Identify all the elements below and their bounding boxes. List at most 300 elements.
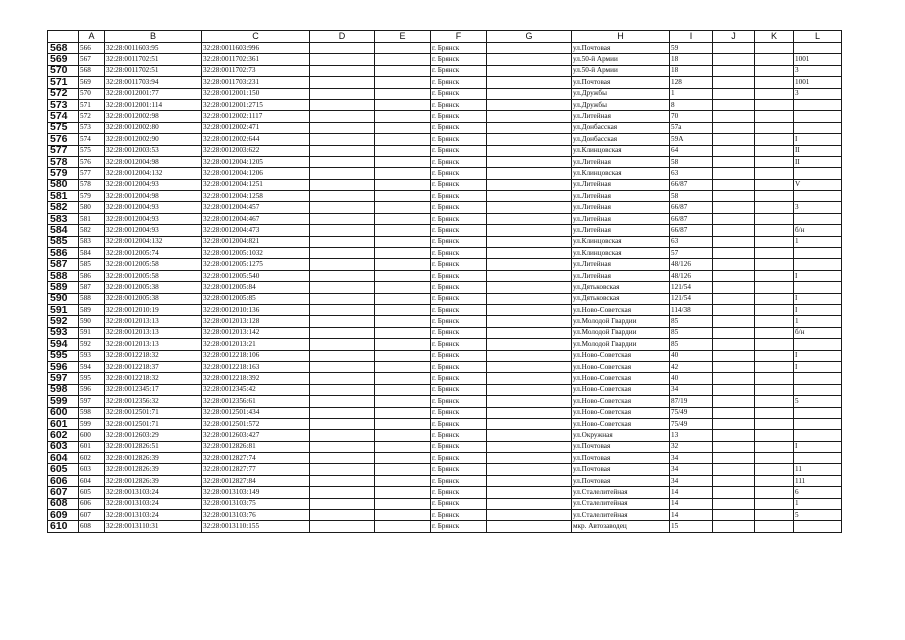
cell-col-b[interactable]: 32:28:0012002:90 bbox=[105, 134, 202, 145]
cell-col-i[interactable]: 64 bbox=[670, 145, 713, 156]
cell-col-j[interactable] bbox=[713, 510, 755, 521]
cell-col-f[interactable]: г. Брянск bbox=[431, 145, 487, 156]
cell-col-g[interactable] bbox=[487, 134, 572, 145]
cell-col-a[interactable]: 575 bbox=[79, 145, 105, 156]
cell-col-g[interactable] bbox=[487, 407, 572, 418]
cell-col-g[interactable] bbox=[487, 43, 572, 54]
cell-col-i[interactable]: 75/49 bbox=[670, 407, 713, 418]
cell-col-j[interactable] bbox=[713, 282, 755, 293]
cell-col-h[interactable]: ул.Клинцовская bbox=[572, 236, 670, 247]
cell-col-g[interactable] bbox=[487, 270, 572, 281]
cell-col-a[interactable]: 608 bbox=[79, 521, 105, 532]
cell-col-h[interactable]: ул.Литейная bbox=[572, 270, 670, 281]
cell-col-l[interactable]: II bbox=[794, 156, 842, 167]
cell-col-j[interactable] bbox=[713, 54, 755, 65]
cell-col-e[interactable] bbox=[375, 225, 431, 236]
cell-col-l[interactable]: б/н bbox=[794, 225, 842, 236]
cell-col-f[interactable]: г. Брянск bbox=[431, 521, 487, 532]
cell-col-k[interactable] bbox=[755, 259, 794, 270]
cell-col-h[interactable]: ул.Почтовая bbox=[572, 77, 670, 88]
cell-col-i[interactable]: 85 bbox=[670, 339, 713, 350]
cell-col-l[interactable]: 5 bbox=[794, 510, 842, 521]
cell-col-k[interactable] bbox=[755, 418, 794, 429]
cell-col-h[interactable]: ул.Литейная bbox=[572, 202, 670, 213]
cell-col-k[interactable] bbox=[755, 191, 794, 202]
cell-col-d[interactable] bbox=[310, 384, 375, 395]
cell-col-d[interactable] bbox=[310, 293, 375, 304]
cell-col-i[interactable]: 34 bbox=[670, 384, 713, 395]
cell-col-d[interactable] bbox=[310, 122, 375, 133]
cell-col-d[interactable] bbox=[310, 441, 375, 452]
cell-col-h[interactable]: ул.Молодой Гвардии bbox=[572, 339, 670, 350]
cell-col-c[interactable]: 32:28:0012004:1206 bbox=[202, 168, 310, 179]
cell-col-g[interactable] bbox=[487, 361, 572, 372]
cell-col-b[interactable]: 32:28:0012003:53 bbox=[105, 145, 202, 156]
cell-col-h[interactable]: ул.Сталелитейная bbox=[572, 498, 670, 509]
cell-col-c[interactable]: 32:28:0013110:155 bbox=[202, 521, 310, 532]
cell-col-a[interactable]: 599 bbox=[79, 418, 105, 429]
cell-col-a[interactable]: 597 bbox=[79, 396, 105, 407]
cell-col-j[interactable] bbox=[713, 77, 755, 88]
cell-col-b[interactable]: 32:28:0012603:29 bbox=[105, 430, 202, 441]
cell-col-c[interactable]: 32:28:0013103:76 bbox=[202, 510, 310, 521]
cell-col-k[interactable] bbox=[755, 430, 794, 441]
cell-col-f[interactable]: г. Брянск bbox=[431, 179, 487, 190]
cell-col-b[interactable]: 32:28:0012004:93 bbox=[105, 225, 202, 236]
cell-col-j[interactable] bbox=[713, 43, 755, 54]
cell-col-c[interactable]: 32:28:0012827:84 bbox=[202, 475, 310, 486]
cell-col-h[interactable]: ул.Ново-Советская bbox=[572, 361, 670, 372]
cell-col-d[interactable] bbox=[310, 373, 375, 384]
cell-col-b[interactable]: 32:28:0011702:51 bbox=[105, 65, 202, 76]
cell-col-d[interactable] bbox=[310, 304, 375, 315]
cell-col-l[interactable]: 5 bbox=[794, 396, 842, 407]
cell-col-b[interactable]: 32:28:0012002:98 bbox=[105, 111, 202, 122]
cell-col-l[interactable] bbox=[794, 111, 842, 122]
cell-col-d[interactable] bbox=[310, 236, 375, 247]
cell-col-i[interactable]: 40 bbox=[670, 350, 713, 361]
cell-col-e[interactable] bbox=[375, 111, 431, 122]
cell-col-g[interactable] bbox=[487, 384, 572, 395]
cell-col-h[interactable]: мкр. Автозаводец bbox=[572, 521, 670, 532]
cell-col-c[interactable]: 32:28:0012004:821 bbox=[202, 236, 310, 247]
cell-col-g[interactable] bbox=[487, 236, 572, 247]
cell-col-g[interactable] bbox=[487, 373, 572, 384]
cell-col-e[interactable] bbox=[375, 202, 431, 213]
cell-col-g[interactable] bbox=[487, 77, 572, 88]
cell-col-a[interactable]: 606 bbox=[79, 498, 105, 509]
cell-col-d[interactable] bbox=[310, 191, 375, 202]
cell-col-a[interactable]: 576 bbox=[79, 156, 105, 167]
cell-col-a[interactable]: 594 bbox=[79, 361, 105, 372]
column-header-b[interactable]: B bbox=[105, 31, 202, 43]
cell-col-e[interactable] bbox=[375, 327, 431, 338]
cell-col-b[interactable]: 32:28:0012001:77 bbox=[105, 88, 202, 99]
cell-col-i[interactable]: 85 bbox=[670, 316, 713, 327]
cell-col-g[interactable] bbox=[487, 487, 572, 498]
cell-col-l[interactable] bbox=[794, 259, 842, 270]
cell-col-j[interactable] bbox=[713, 99, 755, 110]
cell-col-l[interactable] bbox=[794, 99, 842, 110]
cell-col-c[interactable]: 32:28:0012501:572 bbox=[202, 418, 310, 429]
cell-col-l[interactable] bbox=[794, 430, 842, 441]
cell-col-e[interactable] bbox=[375, 54, 431, 65]
cell-col-i[interactable]: 40 bbox=[670, 373, 713, 384]
cell-col-l[interactable]: II bbox=[794, 145, 842, 156]
cell-col-a[interactable]: 605 bbox=[79, 487, 105, 498]
cell-col-b[interactable]: 32:28:0012005:58 bbox=[105, 270, 202, 281]
cell-col-e[interactable] bbox=[375, 361, 431, 372]
cell-col-k[interactable] bbox=[755, 270, 794, 281]
cell-col-e[interactable] bbox=[375, 88, 431, 99]
cell-col-g[interactable] bbox=[487, 339, 572, 350]
cell-col-f[interactable]: г. Брянск bbox=[431, 134, 487, 145]
cell-col-b[interactable]: 32:28:0012345:17 bbox=[105, 384, 202, 395]
cell-col-f[interactable]: г. Брянск bbox=[431, 122, 487, 133]
cell-col-k[interactable] bbox=[755, 43, 794, 54]
cell-col-h[interactable]: ул.Дятьковская bbox=[572, 282, 670, 293]
cell-col-l[interactable]: 1 bbox=[794, 316, 842, 327]
cell-col-b[interactable]: 32:28:0013103:24 bbox=[105, 498, 202, 509]
cell-col-k[interactable] bbox=[755, 304, 794, 315]
cell-col-l[interactable]: 3 bbox=[794, 65, 842, 76]
cell-col-b[interactable]: 32:28:0012002:80 bbox=[105, 122, 202, 133]
cell-col-c[interactable]: 32:28:0012002:644 bbox=[202, 134, 310, 145]
cell-col-j[interactable] bbox=[713, 339, 755, 350]
cell-col-l[interactable]: 3 bbox=[794, 202, 842, 213]
cell-col-d[interactable] bbox=[310, 418, 375, 429]
cell-col-f[interactable]: г. Брянск bbox=[431, 236, 487, 247]
cell-col-e[interactable] bbox=[375, 293, 431, 304]
cell-col-i[interactable]: 15 bbox=[670, 521, 713, 532]
cell-col-f[interactable]: г. Брянск bbox=[431, 510, 487, 521]
cell-col-i[interactable]: 48/126 bbox=[670, 270, 713, 281]
cell-col-f[interactable]: г. Брянск bbox=[431, 418, 487, 429]
cell-col-e[interactable] bbox=[375, 282, 431, 293]
cell-col-e[interactable] bbox=[375, 396, 431, 407]
cell-col-b[interactable]: 32:28:0013103:24 bbox=[105, 510, 202, 521]
cell-col-g[interactable] bbox=[487, 202, 572, 213]
cell-col-h[interactable]: ул.Литейная bbox=[572, 179, 670, 190]
cell-col-l[interactable] bbox=[794, 248, 842, 259]
cell-col-e[interactable] bbox=[375, 464, 431, 475]
cell-col-c[interactable]: 32:28:0012005:1275 bbox=[202, 259, 310, 270]
cell-col-l[interactable]: I bbox=[794, 304, 842, 315]
cell-col-a[interactable]: 604 bbox=[79, 475, 105, 486]
cell-col-k[interactable] bbox=[755, 202, 794, 213]
cell-col-a[interactable]: 569 bbox=[79, 77, 105, 88]
cell-col-l[interactable] bbox=[794, 384, 842, 395]
cell-col-f[interactable]: г. Брянск bbox=[431, 156, 487, 167]
cell-col-c[interactable]: 32:28:0012004:1251 bbox=[202, 179, 310, 190]
cell-col-e[interactable] bbox=[375, 339, 431, 350]
cell-col-c[interactable]: 32:28:0012013:142 bbox=[202, 327, 310, 338]
cell-col-c[interactable]: 32:28:0012826:81 bbox=[202, 441, 310, 452]
cell-col-j[interactable] bbox=[713, 145, 755, 156]
cell-col-a[interactable]: 582 bbox=[79, 225, 105, 236]
cell-col-f[interactable]: г. Брянск bbox=[431, 168, 487, 179]
cell-col-i[interactable]: 75/49 bbox=[670, 418, 713, 429]
cell-col-c[interactable]: 32:28:0012005:1032 bbox=[202, 248, 310, 259]
cell-col-h[interactable]: ул.Донбасская bbox=[572, 122, 670, 133]
cell-col-a[interactable]: 568 bbox=[79, 65, 105, 76]
cell-col-d[interactable] bbox=[310, 88, 375, 99]
cell-col-d[interactable] bbox=[310, 282, 375, 293]
cell-col-c[interactable]: 32:28:0012356:61 bbox=[202, 396, 310, 407]
cell-col-f[interactable]: г. Брянск bbox=[431, 225, 487, 236]
cell-col-h[interactable]: ул.50-й Армии bbox=[572, 65, 670, 76]
cell-col-i[interactable]: 121/54 bbox=[670, 293, 713, 304]
cell-col-b[interactable]: 32:28:0013110:31 bbox=[105, 521, 202, 532]
cell-col-k[interactable] bbox=[755, 236, 794, 247]
cell-col-j[interactable] bbox=[713, 350, 755, 361]
cell-col-h[interactable]: ул.Литейная bbox=[572, 225, 670, 236]
cell-col-h[interactable]: ул.Почтовая bbox=[572, 441, 670, 452]
cell-col-g[interactable] bbox=[487, 498, 572, 509]
cell-col-i[interactable]: 70 bbox=[670, 111, 713, 122]
cell-col-i[interactable]: 14 bbox=[670, 487, 713, 498]
cell-col-c[interactable]: 32:28:0013103:75 bbox=[202, 498, 310, 509]
cell-col-c[interactable]: 32:28:0012827:74 bbox=[202, 453, 310, 464]
cell-col-g[interactable] bbox=[487, 65, 572, 76]
cell-col-f[interactable]: г. Брянск bbox=[431, 213, 487, 224]
cell-col-i[interactable]: 66/87 bbox=[670, 179, 713, 190]
cell-col-g[interactable] bbox=[487, 430, 572, 441]
cell-col-a[interactable]: 598 bbox=[79, 407, 105, 418]
cell-col-a[interactable]: 566 bbox=[79, 43, 105, 54]
cell-col-c[interactable]: 32:28:0012004:473 bbox=[202, 225, 310, 236]
cell-col-d[interactable] bbox=[310, 430, 375, 441]
cell-col-b[interactable]: 32:28:0012005:58 bbox=[105, 259, 202, 270]
cell-col-h[interactable]: ул.Почтовая bbox=[572, 43, 670, 54]
cell-col-e[interactable] bbox=[375, 43, 431, 54]
cell-col-i[interactable]: 121/54 bbox=[670, 282, 713, 293]
cell-col-f[interactable]: г. Брянск bbox=[431, 350, 487, 361]
cell-col-d[interactable] bbox=[310, 510, 375, 521]
cell-col-b[interactable]: 32:28:0012005:38 bbox=[105, 282, 202, 293]
cell-col-l[interactable] bbox=[794, 282, 842, 293]
cell-col-c[interactable]: 32:28:0012013:128 bbox=[202, 316, 310, 327]
cell-col-h[interactable]: ул.Донбасская bbox=[572, 134, 670, 145]
cell-col-k[interactable] bbox=[755, 99, 794, 110]
cell-col-j[interactable] bbox=[713, 464, 755, 475]
cell-col-e[interactable] bbox=[375, 99, 431, 110]
column-header-l[interactable]: L bbox=[794, 31, 842, 43]
cell-col-g[interactable] bbox=[487, 111, 572, 122]
cell-col-g[interactable] bbox=[487, 225, 572, 236]
cell-col-f[interactable]: г. Брянск bbox=[431, 99, 487, 110]
cell-col-j[interactable] bbox=[713, 88, 755, 99]
cell-col-i[interactable]: 32 bbox=[670, 441, 713, 452]
column-header-e[interactable]: E bbox=[375, 31, 431, 43]
cell-col-a[interactable]: 587 bbox=[79, 282, 105, 293]
cell-col-e[interactable] bbox=[375, 487, 431, 498]
cell-col-l[interactable]: I bbox=[794, 270, 842, 281]
cell-col-g[interactable] bbox=[487, 213, 572, 224]
cell-col-l[interactable]: 111 bbox=[794, 475, 842, 486]
column-header-h[interactable]: H bbox=[572, 31, 670, 43]
cell-col-g[interactable] bbox=[487, 521, 572, 532]
cell-col-c[interactable]: 32:28:0011702:73 bbox=[202, 65, 310, 76]
cell-col-b[interactable]: 32:28:0012001:114 bbox=[105, 99, 202, 110]
cell-col-b[interactable]: 32:28:0011703:94 bbox=[105, 77, 202, 88]
cell-col-i[interactable]: 128 bbox=[670, 77, 713, 88]
cell-col-k[interactable] bbox=[755, 339, 794, 350]
cell-col-e[interactable] bbox=[375, 259, 431, 270]
cell-col-a[interactable]: 603 bbox=[79, 464, 105, 475]
cell-col-a[interactable]: 584 bbox=[79, 248, 105, 259]
cell-col-k[interactable] bbox=[755, 316, 794, 327]
cell-col-i[interactable]: 18 bbox=[670, 65, 713, 76]
cell-col-g[interactable] bbox=[487, 453, 572, 464]
cell-col-i[interactable]: 1 bbox=[670, 88, 713, 99]
cell-col-l[interactable]: 1 bbox=[794, 498, 842, 509]
cell-col-b[interactable]: 32:28:0011603:95 bbox=[105, 43, 202, 54]
cell-col-g[interactable] bbox=[487, 179, 572, 190]
cell-col-f[interactable]: г. Брянск bbox=[431, 430, 487, 441]
cell-col-c[interactable]: 32:28:0012218:106 bbox=[202, 350, 310, 361]
cell-col-j[interactable] bbox=[713, 498, 755, 509]
cell-col-j[interactable] bbox=[713, 202, 755, 213]
cell-col-d[interactable] bbox=[310, 225, 375, 236]
cell-col-h[interactable]: ул.50-й Армии bbox=[572, 54, 670, 65]
cell-col-k[interactable] bbox=[755, 487, 794, 498]
cell-col-f[interactable]: г. Брянск bbox=[431, 111, 487, 122]
cell-col-d[interactable] bbox=[310, 179, 375, 190]
cell-col-c[interactable]: 32:28:0012002:1117 bbox=[202, 111, 310, 122]
cell-col-b[interactable]: 32:28:0012004:132 bbox=[105, 236, 202, 247]
cell-col-e[interactable] bbox=[375, 213, 431, 224]
cell-col-a[interactable]: 600 bbox=[79, 430, 105, 441]
cell-col-a[interactable]: 596 bbox=[79, 384, 105, 395]
cell-col-g[interactable] bbox=[487, 99, 572, 110]
cell-col-b[interactable]: 32:28:0012004:98 bbox=[105, 156, 202, 167]
cell-col-d[interactable] bbox=[310, 202, 375, 213]
cell-col-i[interactable]: 57а bbox=[670, 122, 713, 133]
cell-col-d[interactable] bbox=[310, 521, 375, 532]
cell-col-k[interactable] bbox=[755, 441, 794, 452]
cell-col-j[interactable] bbox=[713, 327, 755, 338]
cell-col-k[interactable] bbox=[755, 179, 794, 190]
cell-col-f[interactable]: г. Брянск bbox=[431, 464, 487, 475]
cell-col-i[interactable]: 18 bbox=[670, 54, 713, 65]
cell-col-h[interactable]: ул.Почтовая bbox=[572, 464, 670, 475]
cell-col-h[interactable]: ул.Ново-Советская bbox=[572, 384, 670, 395]
cell-col-a[interactable]: 590 bbox=[79, 316, 105, 327]
cell-col-k[interactable] bbox=[755, 88, 794, 99]
cell-col-f[interactable]: г. Брянск bbox=[431, 282, 487, 293]
cell-col-l[interactable]: I bbox=[794, 350, 842, 361]
cell-col-b[interactable]: 32:28:0012826:39 bbox=[105, 464, 202, 475]
cell-col-a[interactable]: 573 bbox=[79, 122, 105, 133]
cell-col-a[interactable]: 607 bbox=[79, 510, 105, 521]
cell-col-l[interactable]: б/н bbox=[794, 327, 842, 338]
cell-col-j[interactable] bbox=[713, 441, 755, 452]
cell-col-g[interactable] bbox=[487, 316, 572, 327]
cell-col-f[interactable]: г. Брянск bbox=[431, 373, 487, 384]
cell-col-b[interactable]: 32:28:0012013:13 bbox=[105, 316, 202, 327]
cell-col-g[interactable] bbox=[487, 304, 572, 315]
cell-col-f[interactable]: г. Брянск bbox=[431, 65, 487, 76]
cell-col-j[interactable] bbox=[713, 316, 755, 327]
cell-col-j[interactable] bbox=[713, 111, 755, 122]
cell-col-g[interactable] bbox=[487, 441, 572, 452]
cell-col-d[interactable] bbox=[310, 134, 375, 145]
cell-col-f[interactable]: г. Брянск bbox=[431, 498, 487, 509]
cell-col-b[interactable]: 32:28:0012218:32 bbox=[105, 350, 202, 361]
cell-col-k[interactable] bbox=[755, 361, 794, 372]
cell-col-a[interactable]: 592 bbox=[79, 339, 105, 350]
cell-col-f[interactable]: г. Брянск bbox=[431, 396, 487, 407]
column-header-j[interactable]: J bbox=[713, 31, 755, 43]
cell-col-i[interactable]: 14 bbox=[670, 498, 713, 509]
cell-col-c[interactable]: 32:28:0012004:1205 bbox=[202, 156, 310, 167]
cell-col-g[interactable] bbox=[487, 145, 572, 156]
cell-col-e[interactable] bbox=[375, 134, 431, 145]
cell-col-k[interactable] bbox=[755, 384, 794, 395]
cell-col-h[interactable]: ул.Ново-Советская bbox=[572, 396, 670, 407]
cell-col-a[interactable]: 570 bbox=[79, 88, 105, 99]
cell-col-j[interactable] bbox=[713, 487, 755, 498]
cell-col-j[interactable] bbox=[713, 122, 755, 133]
cell-col-h[interactable]: ул.Литейная bbox=[572, 111, 670, 122]
cell-col-a[interactable]: 567 bbox=[79, 54, 105, 65]
cell-col-b[interactable]: 32:28:0012826:39 bbox=[105, 475, 202, 486]
cell-col-i[interactable]: 59 bbox=[670, 43, 713, 54]
cell-col-l[interactable]: I bbox=[794, 293, 842, 304]
cell-col-k[interactable] bbox=[755, 498, 794, 509]
cell-col-d[interactable] bbox=[310, 65, 375, 76]
cell-col-c[interactable]: 32:28:0012005:84 bbox=[202, 282, 310, 293]
cell-col-k[interactable] bbox=[755, 327, 794, 338]
cell-col-g[interactable] bbox=[487, 156, 572, 167]
cell-col-h[interactable]: ул.Дружбы bbox=[572, 88, 670, 99]
cell-col-k[interactable] bbox=[755, 168, 794, 179]
cell-col-i[interactable]: 58 bbox=[670, 156, 713, 167]
cell-col-h[interactable]: ул.Окружная bbox=[572, 430, 670, 441]
cell-col-d[interactable] bbox=[310, 487, 375, 498]
cell-col-k[interactable] bbox=[755, 213, 794, 224]
cell-col-j[interactable] bbox=[713, 156, 755, 167]
cell-col-j[interactable] bbox=[713, 475, 755, 486]
cell-col-f[interactable]: г. Брянск bbox=[431, 327, 487, 338]
cell-col-c[interactable]: 32:28:0012004:1258 bbox=[202, 191, 310, 202]
cell-col-g[interactable] bbox=[487, 54, 572, 65]
cell-col-k[interactable] bbox=[755, 464, 794, 475]
cell-col-a[interactable]: 593 bbox=[79, 350, 105, 361]
cell-col-h[interactable]: ул.Сталелитейная bbox=[572, 510, 670, 521]
cell-col-e[interactable] bbox=[375, 453, 431, 464]
cell-col-k[interactable] bbox=[755, 350, 794, 361]
cell-col-e[interactable] bbox=[375, 498, 431, 509]
cell-col-b[interactable]: 32:28:0012013:13 bbox=[105, 339, 202, 350]
cell-col-g[interactable] bbox=[487, 418, 572, 429]
cell-col-d[interactable] bbox=[310, 168, 375, 179]
cell-col-c[interactable]: 32:28:0012002:471 bbox=[202, 122, 310, 133]
cell-col-b[interactable]: 32:28:0012218:37 bbox=[105, 361, 202, 372]
cell-col-a[interactable]: 579 bbox=[79, 191, 105, 202]
cell-col-l[interactable]: 11 bbox=[794, 464, 842, 475]
cell-col-f[interactable]: г. Брянск bbox=[431, 441, 487, 452]
cell-col-l[interactable] bbox=[794, 43, 842, 54]
cell-col-c[interactable]: 32:28:0012001:150 bbox=[202, 88, 310, 99]
cell-col-f[interactable]: г. Брянск bbox=[431, 487, 487, 498]
cell-col-f[interactable]: г. Брянск bbox=[431, 43, 487, 54]
cell-col-i[interactable]: 13 bbox=[670, 430, 713, 441]
cell-col-l[interactable] bbox=[794, 407, 842, 418]
cell-col-d[interactable] bbox=[310, 498, 375, 509]
cell-col-e[interactable] bbox=[375, 430, 431, 441]
